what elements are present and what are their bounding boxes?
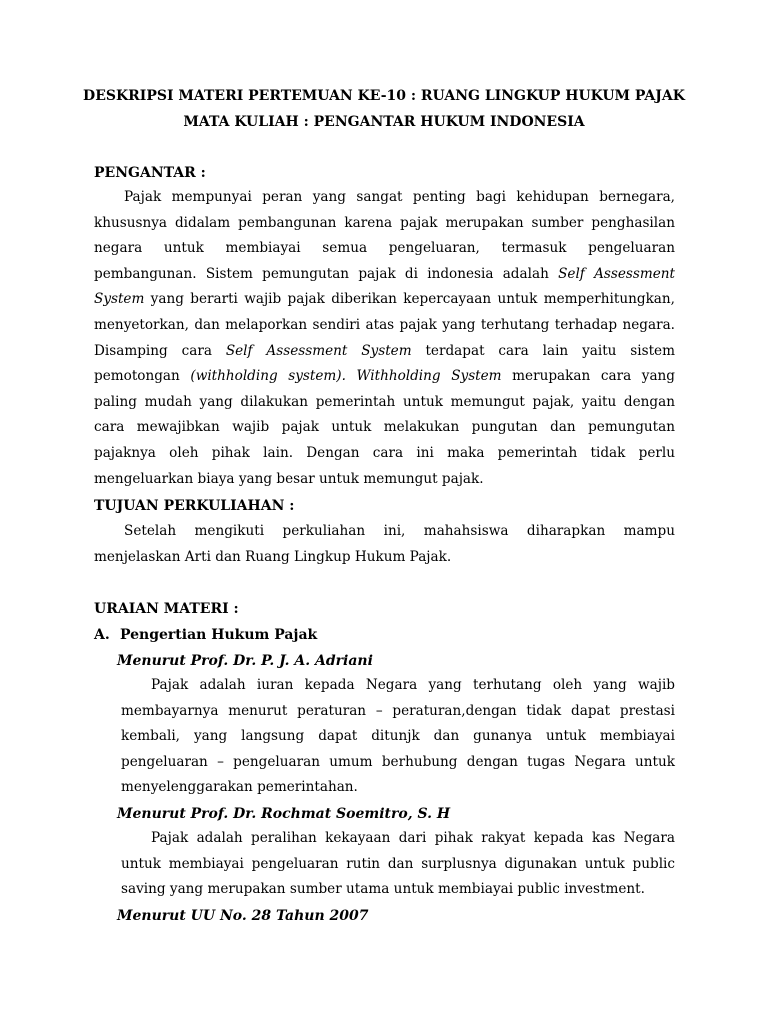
pengantar-heading: PENGANTAR : — [94, 165, 206, 181]
tujuan-paragraph: Setelah mengikuti perkuliahan ini, mahahsiswa diharapkan mampu menjelaskan Arti dan Ruang Lingkup Hukum Pajak. — [94, 523, 675, 565]
pengantar-paragraph — [94, 185, 675, 492]
section-a-heading — [94, 627, 317, 643]
pengantar-italic-1: Self Assessment System — [94, 265, 676, 308]
pengantar-text-4: merupakan cara yang paling mudah yang dilakukan pemerintah untuk memungut pajak, yaitu dengan cara mewajibkan wajib pajak untuk melakukan pungutan dan pemungutan pajaknya oleh pihak lain. Dengan cara ini maka pemerintah tidak perlu mengeluarkan biaya yang besar untuk memungut pajak. — [94, 368, 676, 487]
section-a-number: A. — [94, 627, 110, 643]
pengantar-text-2: yang berarti wajib pajak diberikan kepercayaan untuk memperhitungkan, menyetorkan, dan melaporkan sendiri atas pajak yang terhutang terhadap negara. Disamping cara — [94, 291, 675, 359]
pengantar-italic-2: Self Assessment System — [225, 342, 412, 359]
quote-soemitro: Pajak adalah peralihan kekayaan dari pihak rakyat kepada kas Negara untuk membiayai pengeluaran rutin dan surplusnya digunakan untuk public saving yang merupakan sumber utama untuk membiayai public investment. — [121, 830, 675, 898]
pengantar-italic-3: (withholding system). Withholding System — [190, 368, 502, 385]
section-a-title: Pengertian Hukum Pajak — [120, 627, 318, 643]
pengantar-text-1: Pajak mempunyai peran yang sangat penting bagi kehidupan bernegara, khususnya didalam pembangunan karena pajak merupakan sumber penghasilan negara untuk membiayai semua pengeluaran, termasuk pengeluaran pembangunan. Sistem pemungutan pajak di indonesia adalah — [94, 189, 675, 282]
uraian-heading: URAIAN MATERI : — [94, 601, 239, 617]
source-adriani: Menurut Prof. Dr. P. J. A. Adriani — [117, 653, 373, 669]
source-soemitro: Menurut Prof. Dr. Rochmat Soemitro, S. H — [117, 806, 451, 822]
tujuan-heading: TUJUAN PERKULIAHAN : — [94, 498, 295, 514]
pengantar-text-3: terdapat cara lain yaitu sistem pemotongan — [94, 342, 675, 385]
course-title: MATA KULIAH : PENGANTAR HUKUM INDONESIA — [183, 114, 585, 130]
document-title: DESKRIPSI MATERI PERTEMUAN KE-10 : RUANG LINGKUP HUKUM PAJAK — [83, 88, 685, 104]
quote-adriani: Pajak adalah iuran kepada Negara yang terhutang oleh yang wajib membayarnya menurut peraturan – peraturan,dengan tidak dapat prestasi kembali, yang langsung dapat ditunjk dan gunanya untuk membiayai pengeluaran – pengeluaran umum berhubung dengan tugas Negara untuk menyelenggarakan pemerintahan. — [121, 677, 675, 796]
source-uu: Menurut UU No. 28 Tahun 2007 — [117, 908, 369, 924]
